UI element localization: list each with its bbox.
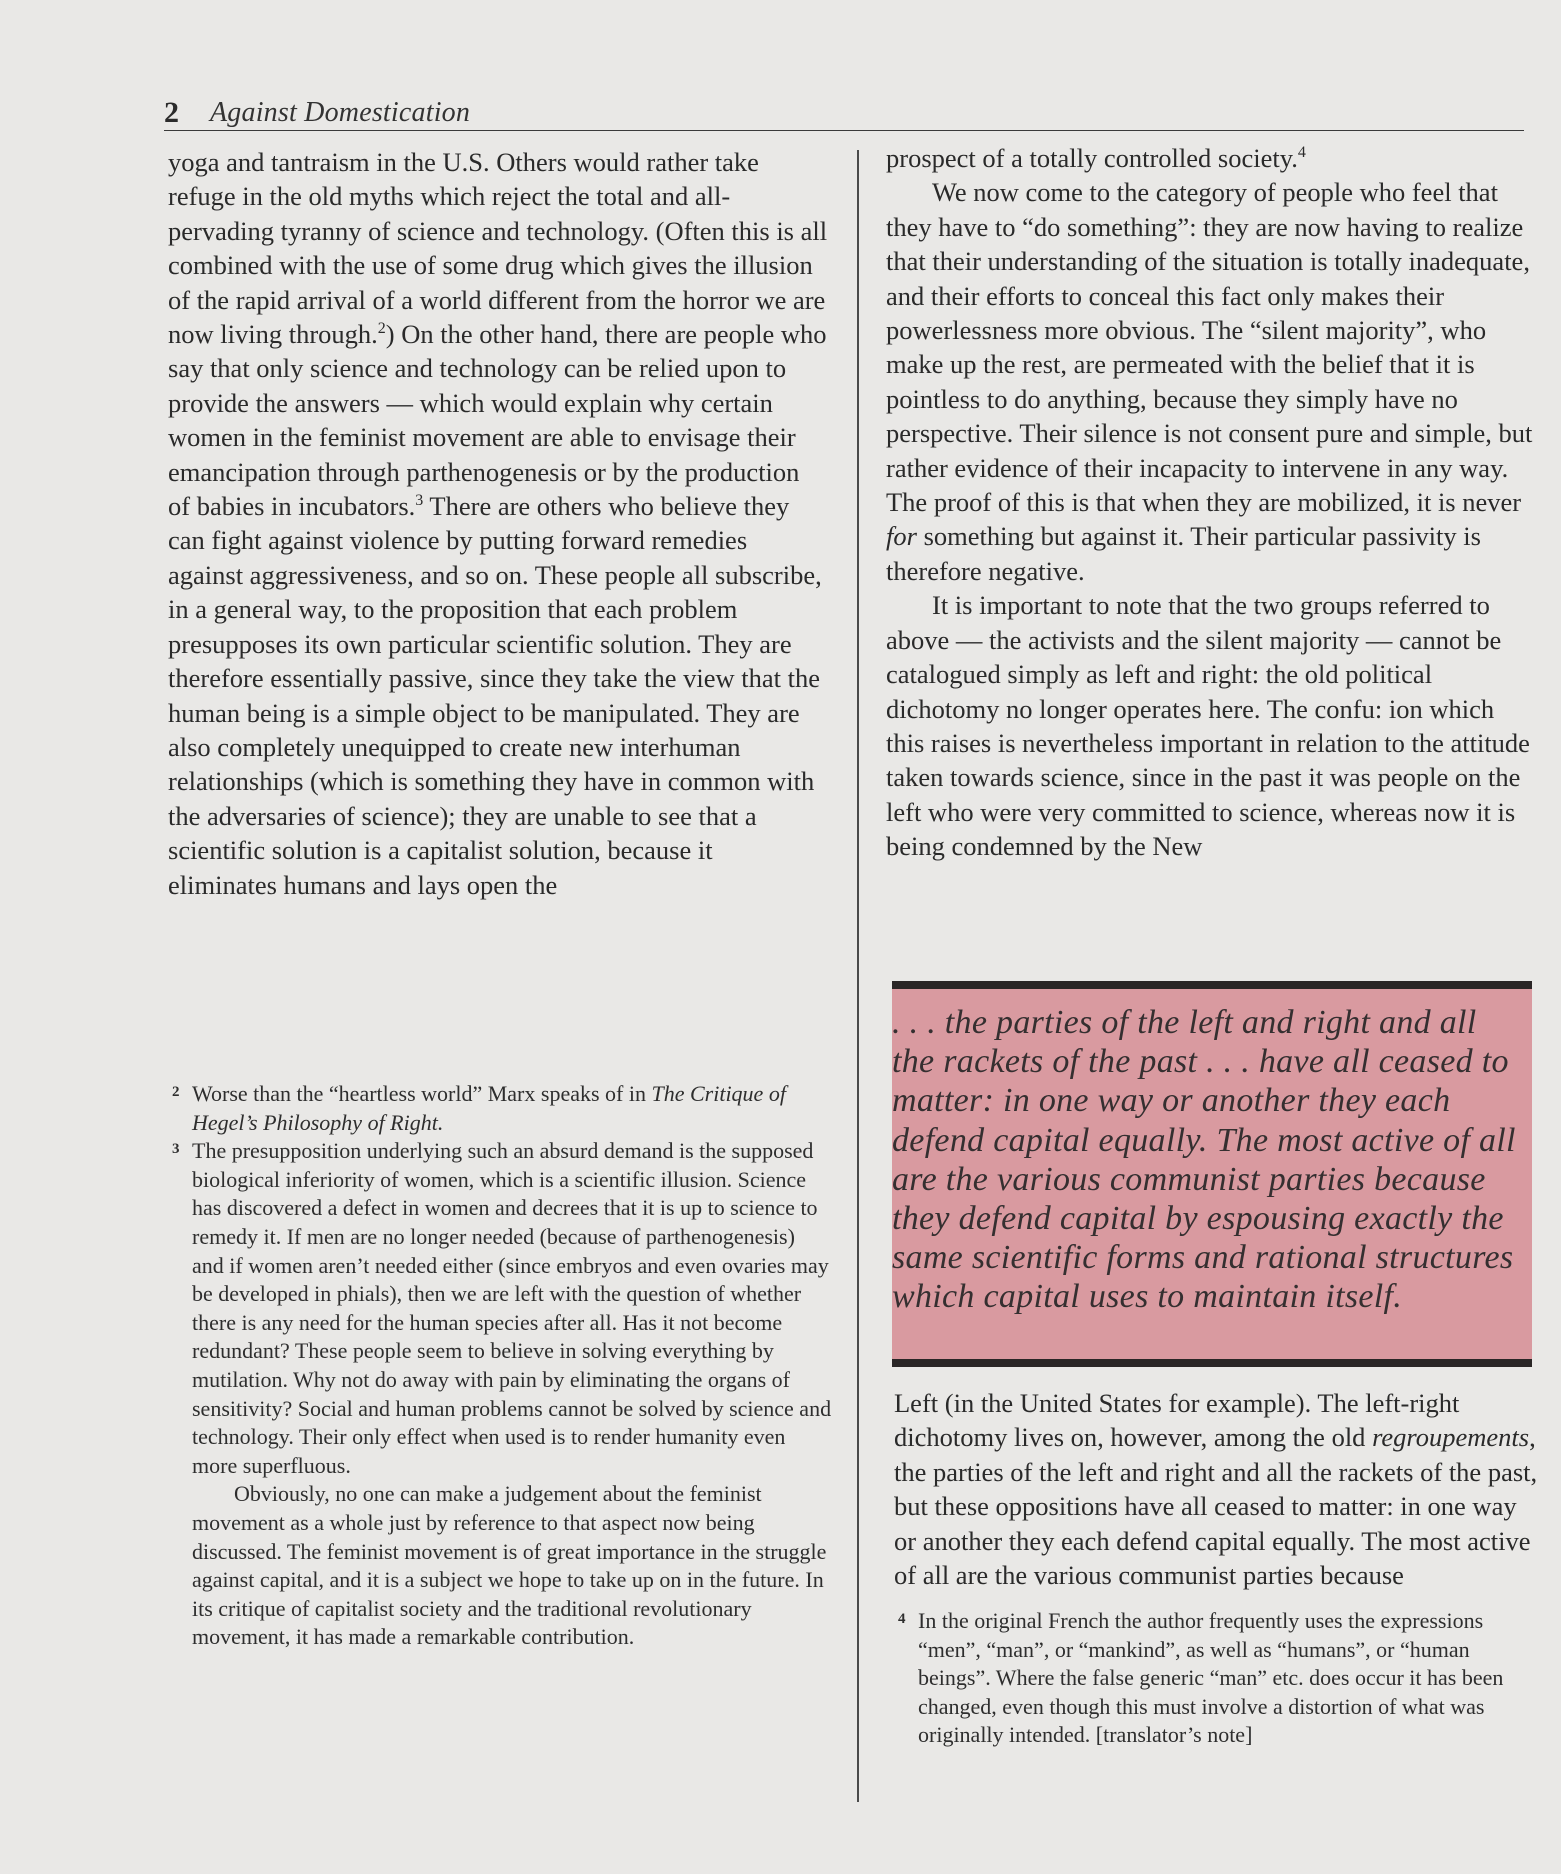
right-body-paragraph [894,1386,1538,1592]
running-title: Against Domestication [210,97,471,128]
page-number: 2 [164,96,179,129]
right-column-body-bottom [894,1386,1538,1592]
footnote-number: 3 [172,1141,180,1158]
footnote-text: In the original French the author frequently uses the expressions “men”, “man”, or “mankind”, as well as “humans”, or “human beings”. Where the false generic “man” etc. does occur it has been changed, even though this must involve a distortion of what was originally intended. [translator’s note] [918,1608,1504,1748]
footnote-continuation: Obviously, no one can make a judgement about the feminist movement as a whole just by reference to that aspect now being discussed. The feminist movement is of great importance in the struggle against capital, and it is a subject we hope to take up on in the future. In its critique of capitalist society and the traditional revolutionary movement, it has made a remarkable contribution. [192,1481,827,1650]
running-head [164,96,1524,131]
left-footnotes [172,1080,832,1652]
body-text-run: prospect of a totally controlled society. [886,143,1298,173]
body-text-run: ) On the other hand, there are people who say that only science and technology can be relied upon to provide the answers — which would explain why certain women in the feminist movement are able to envisage their emancipation through parthenogenesis or by the production of babies in incubators. [168,319,827,522]
body-text-run: , the parties of the left and right and all the rackets of the past, but these oppositions have all ceased to matter: in one way or another they each defend capital equally. The most active of all are the various communist parties because [894,1422,1538,1591]
footnote-text-run: Worse than the “heartless world” Marx speaks of in [192,1081,652,1106]
footnote-book-title: The Critique of Hegel’s Philosophy of Right. [192,1081,786,1135]
body-text-run: We now come to the category of people who feel that they have to “do something”: they are now having to realize that their understanding of the situation is totally inadequate, and their efforts to conceal this fact only makes their powerlessness more obvious. The “silent majority”, who make up the rest, are permeated with the belief that it is pointless to do anything, because they simply have no perspective. Their silence is not consent pure and simple, but rather evidence of their incapacity to intervene in any way. The proof of this is that when they are mobilized, it is never [886,177,1533,518]
footnote-number: 4 [898,1611,906,1627]
right-column-body-top [886,141,1534,864]
column-divider [857,150,859,1802]
footnote-marker-2: 2 [377,320,386,338]
left-column-body [168,145,828,902]
body-text-run: Left (in the United States for example). The left-right dichotomy lives on, however, among the old [894,1388,1460,1453]
pull-quote [892,981,1532,1367]
right-body-paragraph: It is important to note that the two groups referred to above — the activists and the silent majority — cannot be catalogued simply as left and right: the old political dichotomy no longer operates here. The confu: ion which this raises is nevertheless important in relation to the attitude taken towards science, since in the past it was people on the left who were very committed to science, whereas now it is being condemned by the New [886,590,1530,862]
pull-quote-text: . . . the parties of the left and right and all the rackets of the past . . . have all ceased to matter: in one way or another they each defend capital equally. The most active of all are the various communist parties because they defend capital by espousing exactly the same scientific forms and rational structures which capital uses to maintain itself. [892,1004,1516,1316]
body-text-run: There are others who believe they can fight against violence by putting forward remedies against aggressiveness, and so on. These people all subscribe, in a general way, to the proposition that each problem presupposes its own particular scientific solution. They are therefore essentially passive, since they take the view that the human being is a simple object to be manipulated. They are also completely unequipped to create new interhuman relationships (which is something they have in common with the adversaries of science); they are unable to see that a scientific solution is a capitalist solution, because it eliminates humans and lays open the [168,491,822,900]
emphasis: regroupements [1372,1422,1530,1453]
footnote-text: The presupposition underlying such an absurd demand is the supposed biological inferiority of women, which is a scientific illusion. Science has discovered a defect in women and decrees that it is up to science to remedy it. If men are no longer needed (because of parthenogenesis) and if women aren’t needed either (since embryos and even ovaries may be developed in phials), then we are left with the question of whether there is any need for the human species after all. Has it not become redundant? These people seem to believe in solving everything by mutilation. Why not do away with pain by eliminating the organs of sensitivity? Social and human problems cannot be solved by science and technology. Their only effect when used is to render humanity even more superfluous. [192,1138,832,1478]
emphasis: for [886,521,917,552]
right-footnotes [898,1607,1538,1750]
footnote-marker-3: 3 [415,492,424,510]
footnote-marker-4: 4 [1297,144,1306,162]
footnote-4 [898,1607,1538,1750]
body-text-run: yoga and tantraism in the U.S. Others would rather take refuge in the old myths which reject the total and all-pervading tyranny of science and technology. (Often this is all combined with the use of some drug which gives the illusion of the rapid arrival of a world different from the horror we are now living through. [168,147,828,350]
body-text-run: something but against it. Their particular passivity is therefore negative. [886,521,1481,586]
right-body-paragraph [886,141,1534,175]
footnote-number: 2 [172,1084,180,1100]
footnote-2 [172,1080,832,1137]
left-body-paragraph [168,145,828,902]
right-body-paragraph [886,175,1534,588]
footnote-text [192,1080,832,1137]
footnote-3 [172,1137,832,1480]
